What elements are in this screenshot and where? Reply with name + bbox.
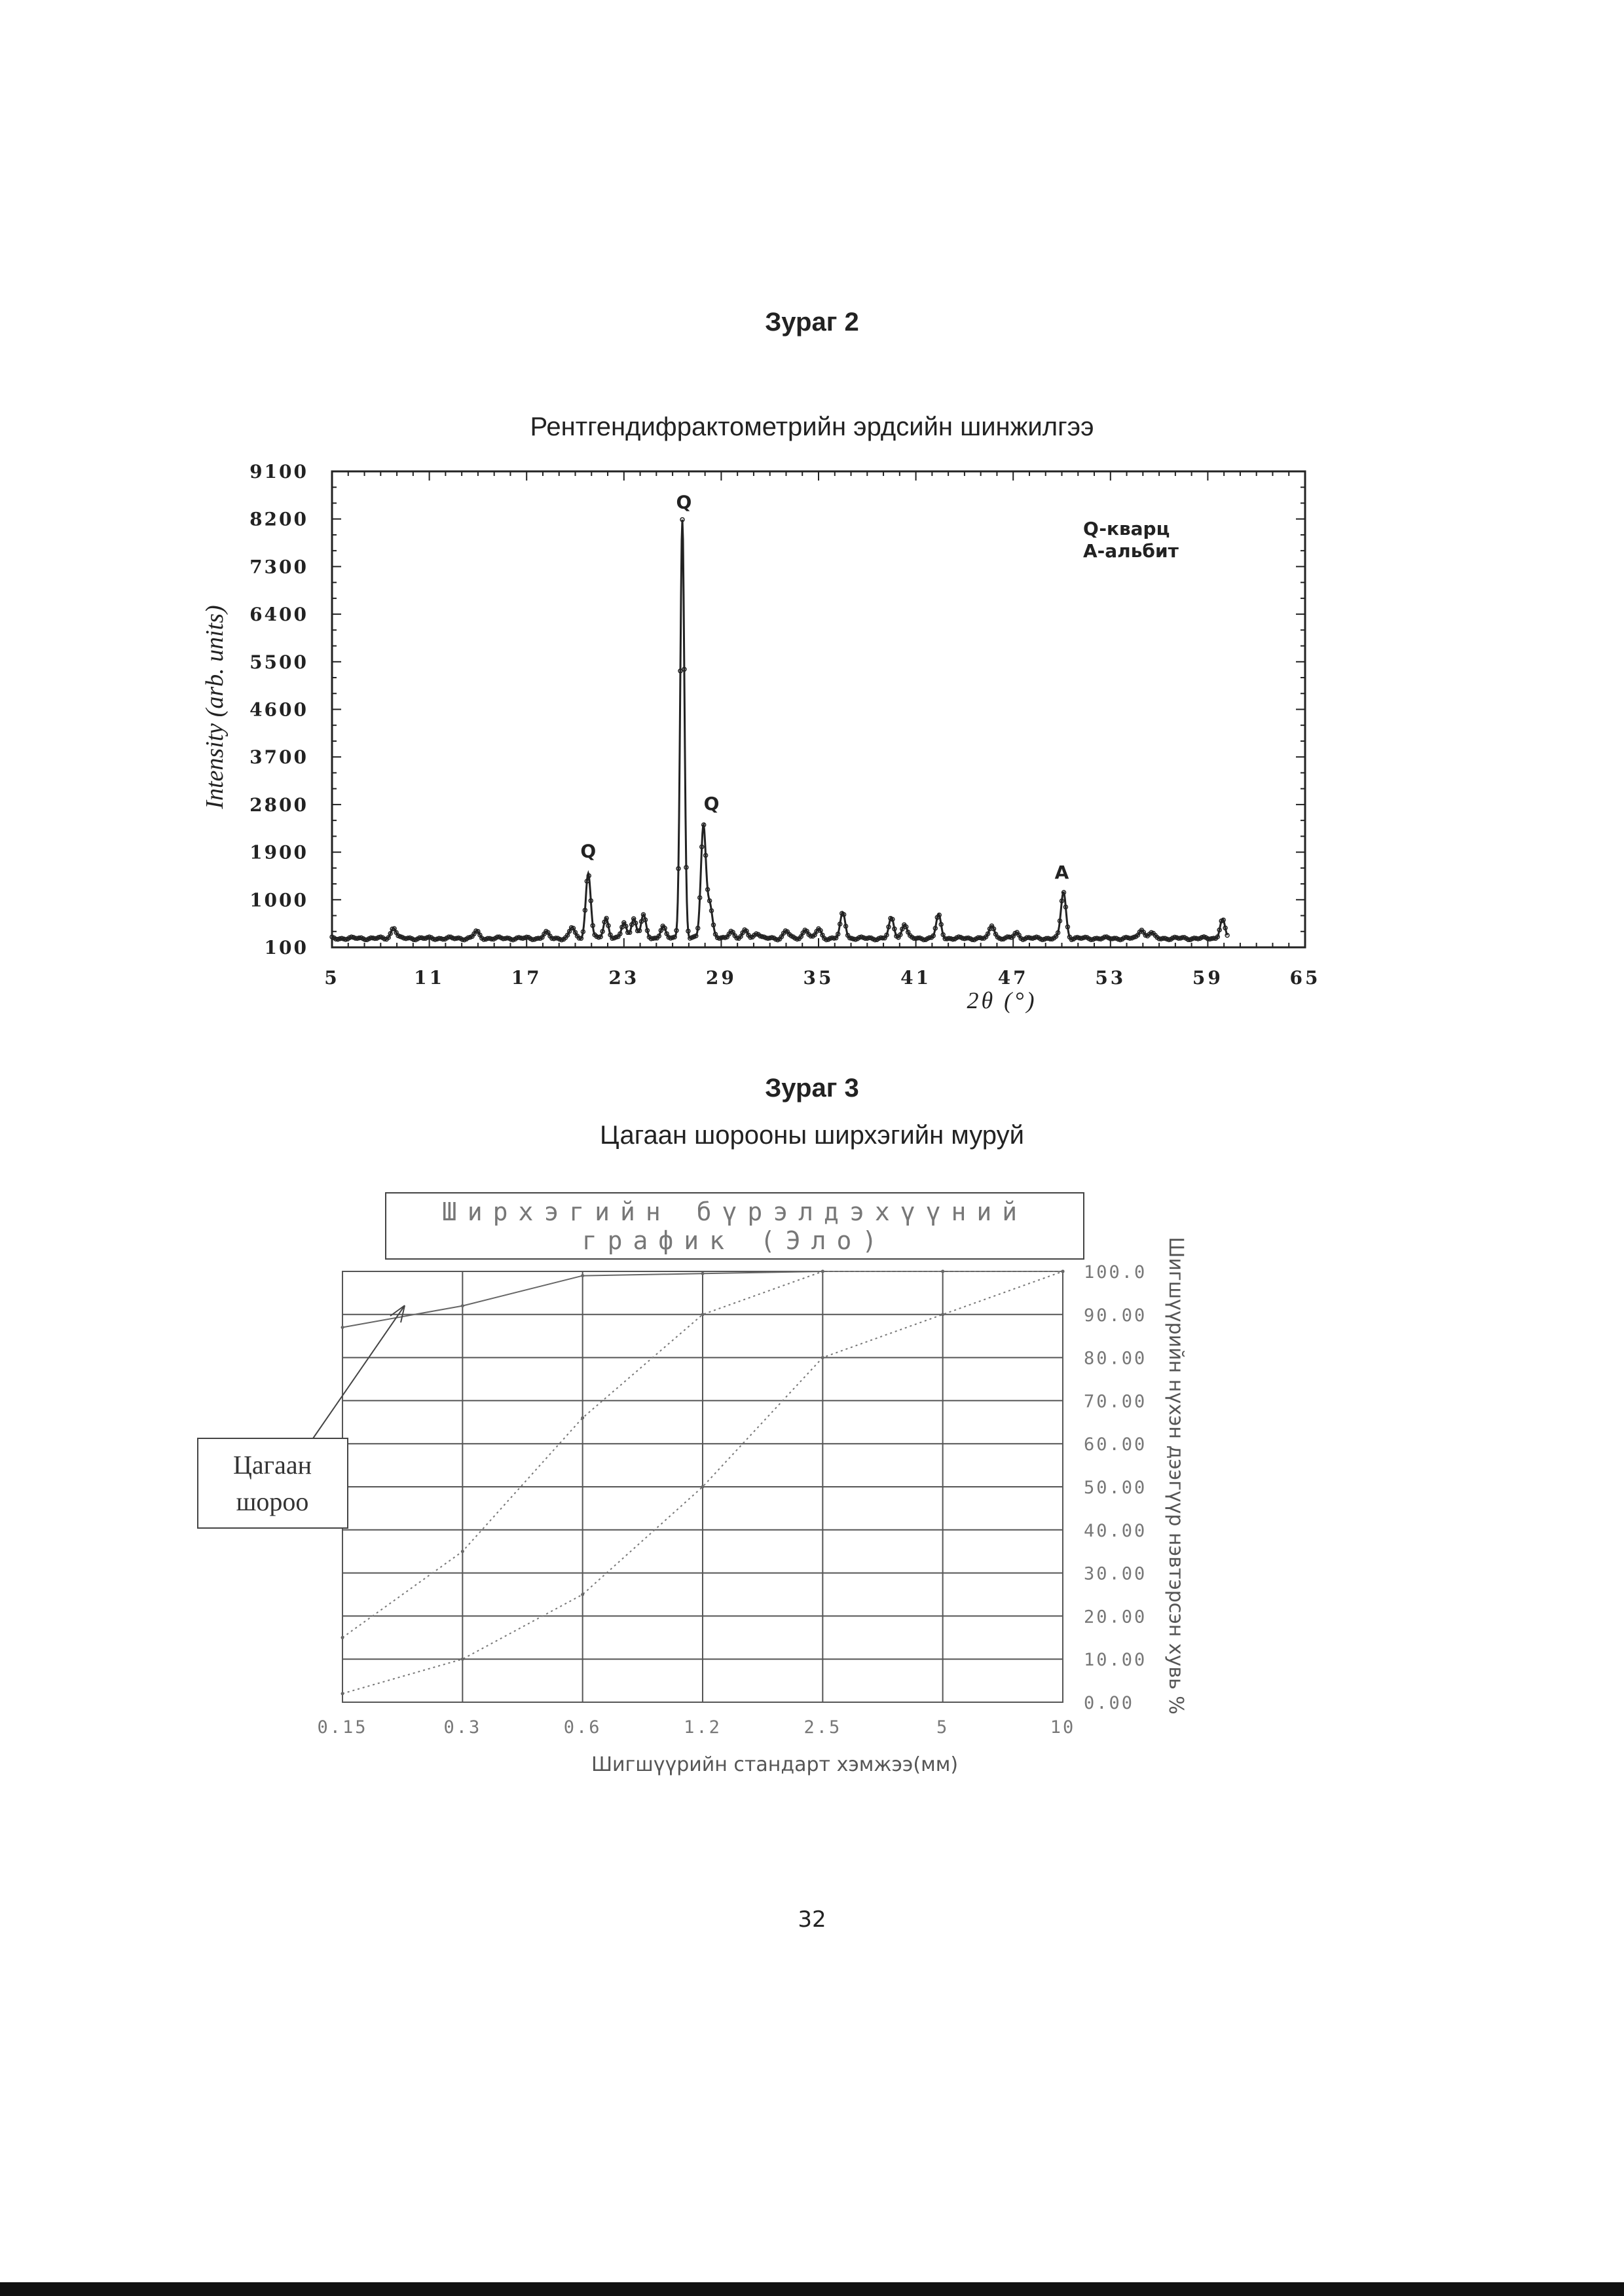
xrd-x-tick-label: 29 bbox=[705, 967, 737, 989]
sieve-data-point bbox=[821, 1356, 824, 1359]
xrd-y-tick-label: 9100 bbox=[249, 461, 308, 483]
xrd-y-tick-label: 1900 bbox=[249, 841, 308, 864]
sieve-y-axis bbox=[1084, 1262, 1147, 1713]
sieve-data-point bbox=[701, 1313, 705, 1316]
xrd-y-tick-label: 1000 bbox=[249, 889, 308, 911]
sieve-title-line-2: график (Эло) bbox=[581, 1226, 888, 1255]
sieve-y-axis-label: Шигшүүрийн нүхэн дээгүүр нэвтэрсэн хувь % bbox=[1164, 1237, 1187, 1715]
sieve-x-axis-label: Шигшүүрийн стандарт хэмжээ(мм) bbox=[591, 1753, 959, 1776]
sieve-data-point bbox=[461, 1658, 464, 1661]
sieve-x-tick-label: 0.3 bbox=[443, 1717, 482, 1738]
sieve-x-tick-label: 10 bbox=[1050, 1717, 1076, 1738]
xrd-x-tick-label: 47 bbox=[997, 967, 1029, 989]
sieve-data-point bbox=[941, 1313, 944, 1316]
xrd-y-tick-label: 2800 bbox=[249, 793, 308, 816]
xrd-y-tick-label: 4600 bbox=[249, 699, 308, 721]
xrd-x-tick-label: 65 bbox=[1289, 967, 1321, 989]
xrd-y-axis-label: Intensity (arb. units) bbox=[201, 605, 229, 809]
sieve-x-tick-label: 1.2 bbox=[684, 1717, 722, 1738]
xrd-y-tick-label: 6400 bbox=[249, 604, 308, 626]
page-number: 32 bbox=[798, 1906, 826, 1933]
sieve-data-point bbox=[941, 1270, 944, 1273]
sieve-data-point bbox=[821, 1270, 824, 1273]
xrd-x-tick-label: 17 bbox=[511, 967, 542, 989]
xrd-x-tick-label: 41 bbox=[900, 967, 932, 989]
sieve-data-point bbox=[701, 1272, 705, 1275]
sieve-y-tick-label: 40.00 bbox=[1084, 1520, 1147, 1541]
sieve-data-point bbox=[701, 1485, 705, 1489]
scan-bottom-edge bbox=[0, 2282, 1624, 2296]
xrd-peak-label: Q bbox=[703, 792, 720, 814]
sieve-y-tick-label: 70.00 bbox=[1084, 1391, 1147, 1412]
sieve-y-tick-label: 100.0 bbox=[1084, 1262, 1147, 1283]
xrd-y-tick-label: 3700 bbox=[249, 746, 308, 769]
xrd-y-tick-label: 100 bbox=[264, 937, 308, 958]
figure-2-title: Рентгендифрактометрийн эрдсийн шинжилгээ bbox=[530, 412, 1094, 441]
sieve-y-tick-label: 60.00 bbox=[1084, 1434, 1147, 1455]
sieve-data-point bbox=[581, 1274, 584, 1277]
figure-2-label: Зураг 2 bbox=[765, 308, 859, 337]
figure-3-label: Зураг 3 bbox=[765, 1074, 859, 1102]
xrd-x-tick-label: 23 bbox=[608, 967, 640, 989]
sieve-x-axis bbox=[317, 1717, 1075, 1738]
xrd-x-tick-label: 35 bbox=[803, 967, 834, 989]
sieve-data-point bbox=[581, 1593, 584, 1596]
xrd-y-tick-label: 7300 bbox=[249, 556, 308, 578]
xrd-peak-label: Q bbox=[580, 840, 597, 862]
xrd-y-tick-label: 8200 bbox=[249, 508, 308, 530]
sieve-y-tick-label: 0.00 bbox=[1084, 1693, 1135, 1713]
sieve-title-line-1: Ширхэгийн бүрэлдэхүүний bbox=[441, 1197, 1028, 1226]
sieve-y-tick-label: 80.00 bbox=[1084, 1348, 1147, 1369]
callout-text-line-1: Цагаан bbox=[233, 1450, 312, 1480]
sieve-data-point bbox=[581, 1416, 584, 1419]
xrd-y-tick-label: 5500 bbox=[249, 651, 308, 673]
sieve-y-tick-label: 10.00 bbox=[1084, 1650, 1147, 1671]
xrd-peak-label: Q bbox=[676, 491, 692, 513]
xrd-x-tick-label: 53 bbox=[1095, 967, 1126, 989]
xrd-x-tick-label: 11 bbox=[414, 967, 445, 989]
sieve-chart-title bbox=[386, 1193, 1084, 1259]
sieve-x-tick-label: 5 bbox=[936, 1717, 950, 1738]
callout-pointer bbox=[313, 1305, 405, 1438]
sieve-data-point bbox=[461, 1550, 464, 1553]
xrd-legend-entry: Q-кварц bbox=[1083, 518, 1170, 539]
sieve-data-point bbox=[341, 1692, 344, 1695]
xrd-x-axis-label: 2θ (°) bbox=[967, 987, 1037, 1013]
callout-label bbox=[198, 1305, 405, 1528]
xrd-legend-entry: А-альбит bbox=[1083, 540, 1179, 562]
figure-3-title: Цагаан шорооны ширхэгийн муруй bbox=[600, 1121, 1024, 1150]
callout-text-line-2: шороо bbox=[236, 1487, 309, 1516]
sieve-y-tick-label: 30.00 bbox=[1084, 1563, 1147, 1584]
xrd-x-tick-label: 5 bbox=[324, 967, 340, 989]
sieve-x-tick-label: 0.6 bbox=[563, 1717, 602, 1738]
sieve-y-tick-label: 20.00 bbox=[1084, 1607, 1147, 1628]
sieve-data-point bbox=[461, 1304, 464, 1307]
xrd-peak-label: A bbox=[1054, 861, 1069, 883]
xrd-x-tick-label: 59 bbox=[1192, 967, 1223, 989]
sieve-data-point bbox=[341, 1326, 344, 1329]
sieve-x-tick-label: 2.5 bbox=[803, 1717, 842, 1738]
sieve-data-point bbox=[341, 1636, 344, 1639]
sieve-y-tick-label: 90.00 bbox=[1084, 1305, 1147, 1326]
sieve-y-tick-label: 50.00 bbox=[1084, 1478, 1147, 1498]
sieve-data-point bbox=[1061, 1270, 1065, 1273]
sieve-x-tick-label: 0.15 bbox=[317, 1717, 368, 1738]
